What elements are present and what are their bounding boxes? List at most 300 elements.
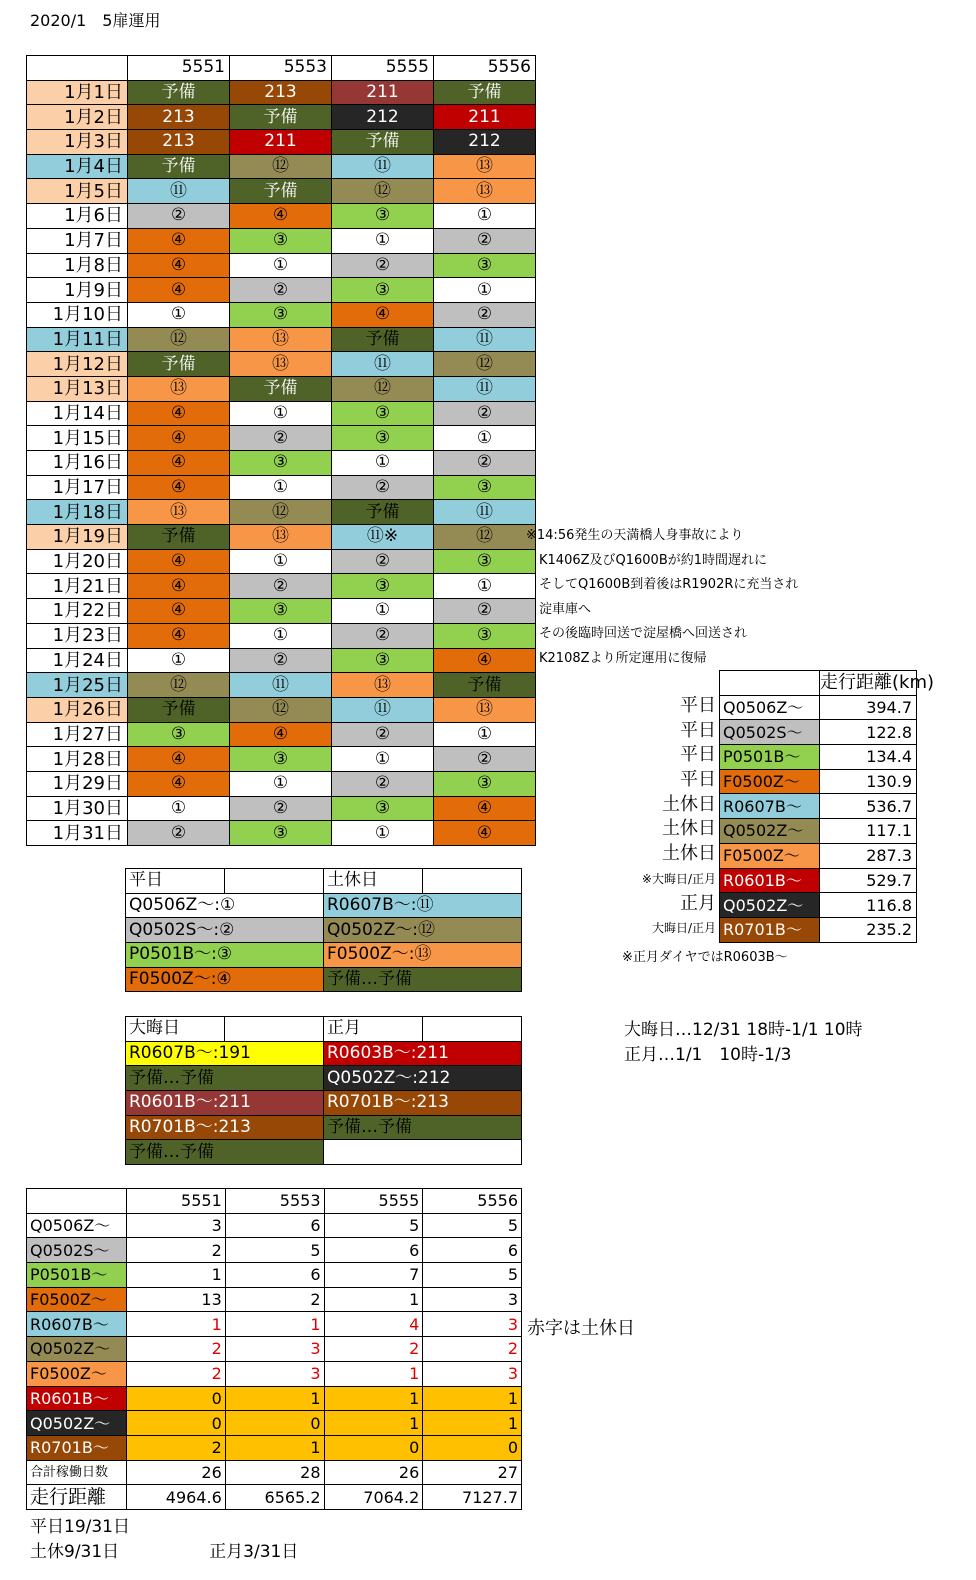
schedule-row <box>27 154 536 179</box>
assignment-cell: ⑬ <box>128 376 230 401</box>
distance-row <box>720 769 917 794</box>
counts-value: 3 <box>127 1213 226 1238</box>
date-cell: 1月15日 <box>27 426 128 451</box>
schedule-row <box>27 673 536 698</box>
legend-item: R0603B～:211 <box>324 1041 522 1066</box>
assignment-cell: ⑪ <box>128 179 230 204</box>
schedule-row <box>27 747 536 772</box>
assignment-cell: ⑬ <box>434 179 536 204</box>
assignment-cell: ① <box>332 599 434 624</box>
counts-operation: R0601B～ <box>27 1386 127 1411</box>
counts-operation: R0607B～ <box>27 1312 127 1337</box>
counts-value: 6 <box>225 1263 324 1288</box>
counts-value: 1 <box>324 1386 423 1411</box>
counts-value: 3 <box>423 1312 522 1337</box>
assignment-cell: ① <box>128 648 230 673</box>
counts-row <box>27 1411 522 1436</box>
assignment-cell: ② <box>332 253 434 278</box>
counts-operation: Q0506Z～ <box>27 1213 127 1238</box>
assignment-cell: 213 <box>128 130 230 155</box>
assignment-cell: ⑪ <box>230 673 332 698</box>
counts-total-row <box>27 1460 522 1485</box>
assignment-cell: ③ <box>434 475 536 500</box>
assignment-cell: ③ <box>332 426 434 451</box>
legend-item: R0701B～:213 <box>126 1115 324 1140</box>
assignment-cell: ④ <box>128 599 230 624</box>
assignment-cell: ⑪ <box>434 327 536 352</box>
counts-value: 7 <box>324 1263 423 1288</box>
assignment-cell: ① <box>434 278 536 303</box>
legend-header: 大晦日 <box>126 1017 225 1042</box>
counts-value: 2 <box>225 1287 324 1312</box>
assignment-cell: ⑫ <box>230 697 332 722</box>
car-header: 5555 <box>332 56 434 81</box>
assignment-cell: ③ <box>434 771 536 796</box>
counts-car-header: 5553 <box>225 1189 324 1214</box>
assignment-cell: ④ <box>128 426 230 451</box>
footer-weekday: 平日19/31日 <box>30 1517 130 1537</box>
counts-value: 3 <box>225 1361 324 1386</box>
corner-cell <box>27 56 128 81</box>
date-cell: 1月21日 <box>27 574 128 599</box>
counts-value: 3 <box>423 1361 522 1386</box>
distance-header-row <box>720 671 917 696</box>
assignment-cell: 予備 <box>230 105 332 130</box>
assignment-cell: ③ <box>332 278 434 303</box>
assignment-cell: ⑪ <box>434 376 536 401</box>
assignment-cell: ② <box>434 401 536 426</box>
schedule-row <box>27 549 536 574</box>
date-cell: 1月27日 <box>27 722 128 747</box>
legend-item: Q0502Z～:212 <box>324 1066 522 1091</box>
distance-label: 走行距離 <box>27 1485 127 1510</box>
assignment-cell: ③ <box>332 204 434 229</box>
assignment-cell: ② <box>332 722 434 747</box>
counts-row <box>27 1213 522 1238</box>
date-cell: 1月12日 <box>27 352 128 377</box>
schedule-row <box>27 130 536 155</box>
distance-table <box>719 670 935 943</box>
assignment-cell: ① <box>128 302 230 327</box>
assignment-cell: ④ <box>128 475 230 500</box>
date-cell: 1月31日 <box>27 821 128 846</box>
assignment-cell: ② <box>230 574 332 599</box>
assignment-cell: ① <box>230 401 332 426</box>
schedule-row <box>27 327 536 352</box>
schedule-row <box>27 821 536 846</box>
assignment-cell: 予備 <box>332 500 434 525</box>
distance-row <box>720 794 917 819</box>
legend-header-row <box>126 1017 522 1042</box>
assignment-cell: ④ <box>434 796 536 821</box>
distance-km: 130.9 <box>820 769 917 794</box>
distance-row <box>720 917 917 942</box>
assignment-cell: ① <box>230 253 332 278</box>
distance-km: 235.2 <box>820 917 917 942</box>
distance-operation: Q0506Z～ <box>720 695 820 720</box>
assignment-cell: ④ <box>434 648 536 673</box>
distance-km: 529.7 <box>820 868 917 893</box>
assignment-cell: ③ <box>434 549 536 574</box>
car-header: 5551 <box>128 56 230 81</box>
legend-item: F0500Z～:④ <box>126 967 324 992</box>
counts-row <box>27 1386 522 1411</box>
schedule-table <box>26 55 536 846</box>
counts-value: 6 <box>225 1213 324 1238</box>
counts-value: 0 <box>225 1411 324 1436</box>
distance-value: 6565.2 <box>225 1485 324 1510</box>
counts-value: 1 <box>225 1435 324 1460</box>
legend-row <box>126 1066 522 1091</box>
distance-day-labels <box>600 694 716 941</box>
date-cell: 1月29日 <box>27 771 128 796</box>
counts-row <box>27 1435 522 1460</box>
assignment-cell: ① <box>230 623 332 648</box>
distance-header: 走行距離(km) <box>820 672 935 694</box>
date-cell: 1月8日 <box>27 253 128 278</box>
assignment-cell: ② <box>434 599 536 624</box>
assignment-cell: ⑫ <box>230 154 332 179</box>
date-cell: 1月5日 <box>27 179 128 204</box>
counts-value: 2 <box>127 1337 226 1362</box>
date-cell: 1月18日 <box>27 500 128 525</box>
legend-item: R0607B～:⑪ <box>324 893 522 918</box>
distance-km: 394.7 <box>820 695 917 720</box>
legend-row <box>126 1115 522 1140</box>
assignment-cell: 予備 <box>128 352 230 377</box>
assignment-cell: ④ <box>332 302 434 327</box>
assignment-cell: 213 <box>230 80 332 105</box>
legend-item: Q0502S～:② <box>126 918 324 943</box>
assignment-cell: ② <box>332 771 434 796</box>
distance-day-label: 正月 <box>680 892 716 914</box>
assignment-cell: ② <box>434 451 536 476</box>
special-period-notes <box>624 1018 863 1068</box>
counts-value: 1 <box>225 1312 324 1337</box>
schedule-row <box>27 204 536 229</box>
assignment-cell: ④ <box>434 821 536 846</box>
counts-operation: Q0502Z～ <box>27 1411 127 1436</box>
assignment-cell: ③ <box>332 796 434 821</box>
counts-value: 1 <box>225 1386 324 1411</box>
counts-car-header: 5555 <box>324 1189 423 1214</box>
schedule-row <box>27 697 536 722</box>
schedule-row <box>27 599 536 624</box>
counts-distance-row <box>27 1485 522 1510</box>
assignment-cell: ⑫ <box>434 352 536 377</box>
assignment-cell: ⑪ <box>332 697 434 722</box>
assignment-cell: 予備 <box>128 525 230 550</box>
counts-operation: Q0502Z～ <box>27 1337 127 1362</box>
note-line: その後臨時回送で淀屋橋へ回送され <box>526 626 748 642</box>
assignment-cell: ① <box>434 722 536 747</box>
counts-value: 6 <box>324 1238 423 1263</box>
legend-item <box>324 1140 522 1165</box>
distance-blank <box>720 671 820 696</box>
distance-row <box>720 720 917 745</box>
counts-value: 13 <box>127 1287 226 1312</box>
assignment-cell: ⑫ <box>434 525 536 550</box>
assignment-cell: ① <box>332 747 434 772</box>
date-cell: 1月28日 <box>27 747 128 772</box>
distance-day-label: 大晦日/正月 <box>651 921 716 936</box>
date-cell: 1月23日 <box>27 623 128 648</box>
legend-weekday-holiday <box>125 868 522 992</box>
legend-item: 予備…予備 <box>126 1140 324 1165</box>
special-note-shogatsu: 正月…1/1 10時-1/3 <box>624 1045 792 1065</box>
legend-header-gap <box>423 869 522 894</box>
assignment-cell: ③ <box>332 574 434 599</box>
legend-item: 予備…予備 <box>126 1066 324 1091</box>
date-cell: 1月24日 <box>27 648 128 673</box>
distance-day-label: ※大晦日/正月 <box>641 871 716 886</box>
count-table <box>26 1188 522 1510</box>
counts-value: 2 <box>127 1361 226 1386</box>
note-line: そしてQ1600B到着後はR1902Rに充当され <box>526 577 799 593</box>
counts-value: 2 <box>324 1337 423 1362</box>
schedule-header-row <box>27 56 536 81</box>
schedule-row <box>27 253 536 278</box>
note-line: K2108Zより所定運用に復帰 <box>526 650 707 666</box>
assignment-cell: ③ <box>332 648 434 673</box>
assignment-cell: ① <box>434 426 536 451</box>
schedule-row <box>27 105 536 130</box>
distance-value: 7127.7 <box>423 1485 522 1510</box>
legend-item: Q0502Z～:⑫ <box>324 918 522 943</box>
schedule-row <box>27 500 536 525</box>
assignment-cell: 予備 <box>230 376 332 401</box>
distance-operation: R0701B～ <box>720 917 820 942</box>
counts-header-row <box>27 1189 522 1214</box>
legend-header-gap <box>225 869 324 894</box>
assignment-cell: ④ <box>128 451 230 476</box>
distance-value: 7064.2 <box>324 1485 423 1510</box>
counts-car-header: 5556 <box>423 1189 522 1214</box>
assignment-cell: ⑬ <box>128 500 230 525</box>
incident-notes <box>526 524 798 672</box>
schedule-row <box>27 80 536 105</box>
schedule-row <box>27 574 536 599</box>
assignment-cell: ① <box>128 796 230 821</box>
counts-value: 1 <box>127 1263 226 1288</box>
date-cell: 1月4日 <box>27 154 128 179</box>
date-cell: 1月2日 <box>27 105 128 130</box>
counts-row <box>27 1337 522 1362</box>
counts-value: 3 <box>225 1337 324 1362</box>
counts-value: 0 <box>127 1386 226 1411</box>
assignment-cell: ⑫ <box>230 500 332 525</box>
assignment-cell: ⑫ <box>128 327 230 352</box>
assignment-cell: ③ <box>230 302 332 327</box>
assignment-cell: ② <box>128 821 230 846</box>
date-cell: 1月26日 <box>27 697 128 722</box>
counts-car-header: 5551 <box>127 1189 226 1214</box>
legend-item: P0501B～:③ <box>126 943 324 968</box>
counts-operation: Q0502S～ <box>27 1238 127 1263</box>
distance-day-label: 土休日 <box>662 818 716 840</box>
distance-row <box>720 868 917 893</box>
assignment-cell: ① <box>434 574 536 599</box>
assignment-cell: ② <box>332 623 434 648</box>
counts-value: 2 <box>423 1337 522 1362</box>
assignment-cell: ① <box>434 204 536 229</box>
assignment-cell: ⑬ <box>230 525 332 550</box>
legend-header-gap <box>225 1017 324 1042</box>
distance-day-label: 平日 <box>680 695 716 716</box>
note-line: ※14:56発生の天満橋人身事故により <box>526 528 744 543</box>
legend-item: 予備…予備 <box>324 1115 522 1140</box>
legend-item: Q0506Z～:① <box>126 893 324 918</box>
distance-row <box>720 893 917 918</box>
assignment-cell: 予備 <box>332 130 434 155</box>
assignment-cell: ① <box>230 549 332 574</box>
assignment-cell: 予備 <box>128 154 230 179</box>
counts-value: 2 <box>127 1238 226 1263</box>
assignment-cell: 予備 <box>434 80 536 105</box>
assignment-cell: ① <box>230 771 332 796</box>
distance-operation: Q0502Z～ <box>720 893 820 918</box>
assignment-cell: ② <box>434 747 536 772</box>
assignment-cell: ⑫ <box>332 179 434 204</box>
assignment-cell: ③ <box>230 599 332 624</box>
counts-value: 5 <box>423 1263 522 1288</box>
assignment-cell: ② <box>230 648 332 673</box>
counts-value: 1 <box>127 1312 226 1337</box>
distance-row <box>720 819 917 844</box>
legend-row <box>126 1140 522 1165</box>
footer-summary <box>30 1515 298 1565</box>
assignment-cell: ③ <box>434 623 536 648</box>
assignment-cell: ② <box>128 204 230 229</box>
total-value: 26 <box>324 1460 423 1485</box>
distance-row <box>720 745 917 770</box>
assignment-cell: ④ <box>128 253 230 278</box>
distance-operation: P0501B～ <box>720 745 820 770</box>
assignment-cell: ② <box>434 302 536 327</box>
legend-item: R0607B～:191 <box>126 1041 324 1066</box>
assignment-cell: ② <box>230 796 332 821</box>
counts-value: 0 <box>127 1411 226 1436</box>
schedule-row <box>27 475 536 500</box>
assignment-cell: ⑬ <box>434 154 536 179</box>
counts-value: 1 <box>324 1411 423 1436</box>
counts-value: 4 <box>324 1312 423 1337</box>
assignment-cell: ⑪ <box>332 352 434 377</box>
counts-value: 3 <box>423 1287 522 1312</box>
date-cell: 1月11日 <box>27 327 128 352</box>
assignment-cell: ① <box>332 228 434 253</box>
schedule-row <box>27 302 536 327</box>
assignment-cell: ③ <box>230 821 332 846</box>
distance-row <box>720 843 917 868</box>
counts-value: 5 <box>225 1238 324 1263</box>
schedule-row <box>27 648 536 673</box>
legend-row <box>126 893 522 918</box>
assignment-cell: ⑪※ <box>332 525 434 550</box>
total-value: 26 <box>127 1460 226 1485</box>
assignment-cell: 予備 <box>230 179 332 204</box>
legend-item: F0500Z～:⑬ <box>324 943 522 968</box>
total-label: 合計稼働日数 <box>27 1460 127 1485</box>
legend-item: R0701B～:213 <box>324 1091 522 1116</box>
date-cell: 1月20日 <box>27 549 128 574</box>
legend-header: 土休日 <box>324 869 423 894</box>
assignment-cell: 予備 <box>434 673 536 698</box>
counts-value: 2 <box>127 1435 226 1460</box>
date-cell: 1月30日 <box>27 796 128 821</box>
assignment-cell: ④ <box>128 574 230 599</box>
distance-operation: R0607B～ <box>720 794 820 819</box>
schedule-row <box>27 451 536 476</box>
assignment-cell: ④ <box>128 401 230 426</box>
date-cell: 1月16日 <box>27 451 128 476</box>
assignment-cell: ⑪ <box>332 154 434 179</box>
footer-holiday: 土休9/31日 <box>30 1542 120 1562</box>
distance-note: ※正月ダイヤではR0603B～ <box>622 950 788 965</box>
assignment-cell: ③ <box>434 253 536 278</box>
distance-operation: Q0502Z～ <box>720 819 820 844</box>
counts-value: 1 <box>324 1361 423 1386</box>
counts-value: 1 <box>423 1411 522 1436</box>
legend-newyear <box>125 1016 522 1165</box>
distance-km: 122.8 <box>820 720 917 745</box>
assignment-cell: ④ <box>128 278 230 303</box>
counts-value: 5 <box>324 1213 423 1238</box>
distance-day-label: 土休日 <box>662 843 716 865</box>
car-header: 5556 <box>434 56 536 81</box>
counts-corner <box>27 1189 127 1214</box>
schedule-row <box>27 623 536 648</box>
date-cell: 1月7日 <box>27 228 128 253</box>
assignment-cell: ⑫ <box>128 673 230 698</box>
counts-value: 5 <box>423 1213 522 1238</box>
schedule-row <box>27 771 536 796</box>
counts-row <box>27 1238 522 1263</box>
distance-operation: F0500Z～ <box>720 769 820 794</box>
assignment-cell: ① <box>332 451 434 476</box>
distance-km: 536.7 <box>820 794 917 819</box>
date-cell: 1月1日 <box>27 80 128 105</box>
assignment-cell: 212 <box>434 130 536 155</box>
date-cell: 1月3日 <box>27 130 128 155</box>
footer-holiday-row <box>30 1540 298 1565</box>
date-cell: 1月10日 <box>27 302 128 327</box>
legend-item: R0601B～:211 <box>126 1091 324 1116</box>
assignment-cell: ④ <box>128 549 230 574</box>
special-note-omisoka: 大晦日…12/31 18時-1/1 10時 <box>624 1020 863 1040</box>
distance-operation: F0500Z～ <box>720 843 820 868</box>
date-cell: 1月9日 <box>27 278 128 303</box>
assignment-cell: ③ <box>332 401 434 426</box>
distance-km: 117.1 <box>820 819 917 844</box>
distance-row <box>720 695 917 720</box>
schedule-row <box>27 796 536 821</box>
counts-value: 0 <box>324 1435 423 1460</box>
counts-operation: R0701B～ <box>27 1435 127 1460</box>
date-cell: 1月19日 <box>27 525 128 550</box>
assignment-cell: 予備 <box>128 697 230 722</box>
distance-day-label: 平日 <box>680 719 716 741</box>
assignment-cell: ③ <box>230 228 332 253</box>
counts-value: 0 <box>423 1435 522 1460</box>
legend-row <box>126 967 522 992</box>
schedule-row <box>27 525 536 550</box>
assignment-cell: ① <box>230 475 332 500</box>
counts-operation: F0500Z～ <box>27 1287 127 1312</box>
assignment-cell: ④ <box>128 228 230 253</box>
counts-row <box>27 1361 522 1386</box>
assignment-cell: ⑬ <box>434 697 536 722</box>
